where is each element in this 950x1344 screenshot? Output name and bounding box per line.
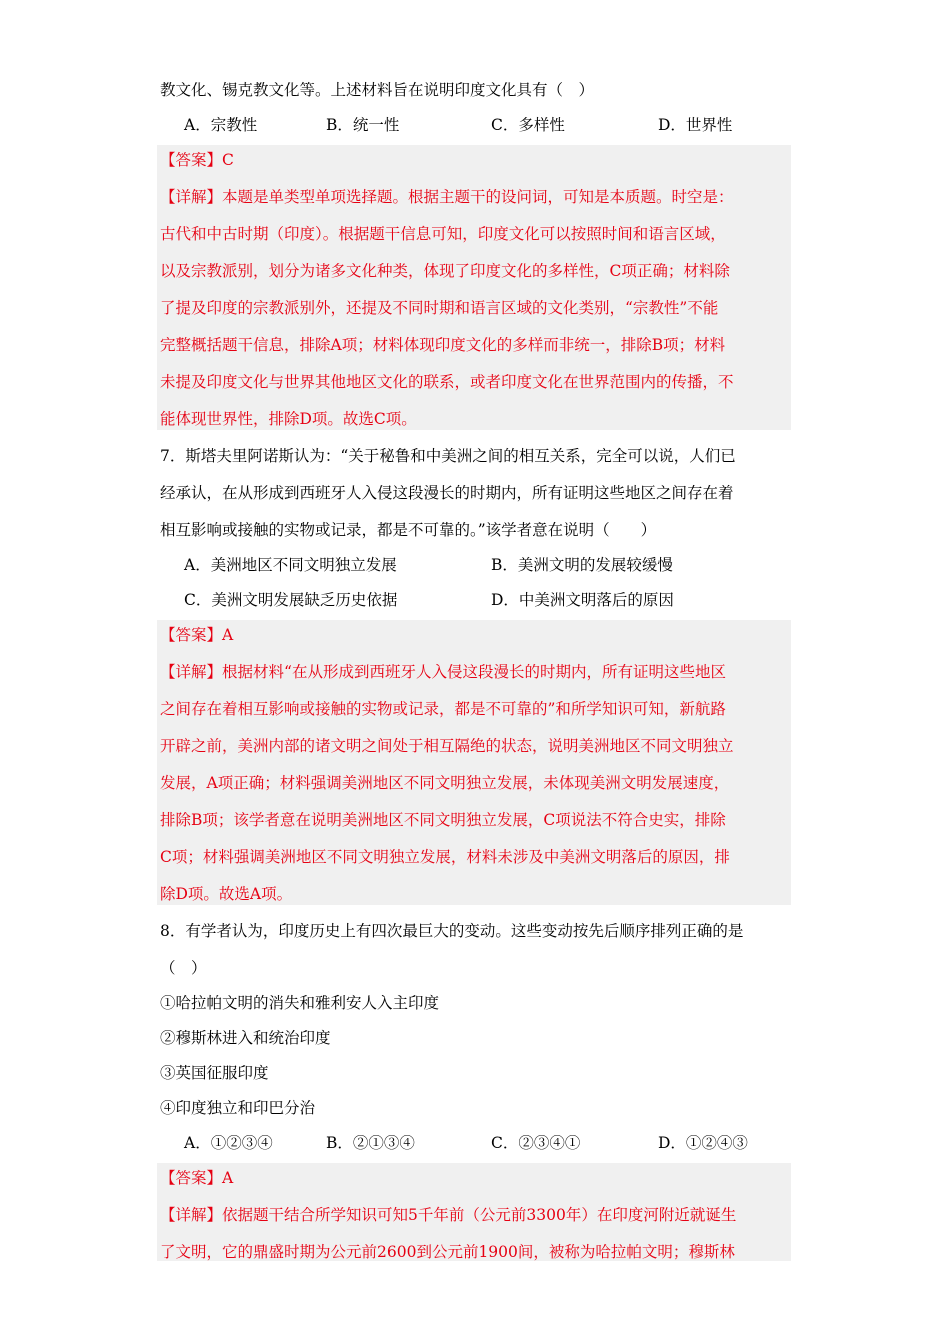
answer-label: 【答案】 xyxy=(160,626,223,644)
q7-detail-line: 发展，A项正确；材料强调美洲地区不同文明独立发展，未体现美洲文明发展速度， xyxy=(160,774,730,792)
q8-detail-line xyxy=(160,1205,790,1225)
q7-option-a: A．美洲地区不同文明独立发展 xyxy=(184,556,397,574)
detail-label: 【详解】 xyxy=(160,663,223,681)
q8-item: ④印度独立和印巴分治 xyxy=(160,1099,316,1117)
q7-detail-line: 除D项。故选A项。 xyxy=(160,885,293,903)
q7-option-c: C．美洲文明发展缺乏历史依据 xyxy=(184,591,398,609)
q7-stem-line: 7．斯塔夫里阿诺斯认为：“关于秘鲁和中美洲之间的相互关系，完全可以说，人们已 xyxy=(160,447,736,465)
q6-detail-line: 以及宗教派别，划分为诸多文化种类，体现了印度文化的多样性，C项正确；材料除 xyxy=(160,262,730,280)
q6-detail-line: 能体现世界性，排除D项。故选C项。 xyxy=(160,410,417,428)
q6-detail-line: 未提及印度文化与世界其他地区文化的联系，或者印度文化在世界范围内的传播，不 xyxy=(160,373,734,391)
q8-option-b: B．②①③④ xyxy=(326,1134,415,1152)
answer-value: A xyxy=(222,626,234,644)
q7-stem-line: 相互影响或接触的实物或记录，都是不可靠的。”该学者意在说明（ ） xyxy=(160,521,657,539)
q8-detail-line: 了文明，它的鼎盛时期为公元前2600到公元前1900间，被称为哈拉帕文明；穆斯林 xyxy=(160,1243,735,1261)
q6-option-c: C．多样性 xyxy=(491,116,565,134)
q6-detail-line: 完整概括题干信息，排除A项；材料体现印度文化的多样而非统一，排除B项；材料 xyxy=(160,336,726,354)
q8-item: ①哈拉帕文明的消失和雅利安人入主印度 xyxy=(160,994,440,1012)
q7-detail-line xyxy=(160,662,790,682)
q6-option-d: D．世界性 xyxy=(658,116,733,134)
q6-option-a: A．宗教性 xyxy=(184,116,258,134)
q8-item: ②穆斯林进入和统治印度 xyxy=(160,1029,331,1047)
q8-stem-line: 8．有学者认为，印度历史上有四次最巨大的变动。这些变动按先后顺序排列正确的是 xyxy=(160,922,744,940)
q7-option-d: D．中美洲文明落后的原因 xyxy=(491,591,674,609)
detail-text: 根据材料“在从形成到西班牙人入侵这段漫长的时期内，所有证明这些地区 xyxy=(222,663,726,681)
q6-option-b: B．统一性 xyxy=(326,116,400,134)
q7-detail-line: 排除B项；该学者意在说明美洲地区不同文明独立发展，C项说法不符合史实，排除 xyxy=(160,811,726,829)
q7-detail-line: C项；材料强调美洲地区不同文明独立发展，材料未涉及中美洲文明落后的原因，排 xyxy=(160,848,730,866)
detail-label: 【详解】 xyxy=(160,1206,223,1224)
q8-item: ③英国征服印度 xyxy=(160,1064,269,1082)
q6-detail-line: 了提及印度的宗教派别外，还提及不同时期和语言区域的文化类别，“宗教性”不能 xyxy=(160,299,719,317)
answer-label: 【答案】 xyxy=(160,1169,223,1187)
q8-option-d: D．①②④③ xyxy=(658,1134,748,1152)
detail-text: 依据题干结合所学知识可知5千年前（公元前3300年）在印度河附近就诞生 xyxy=(222,1206,737,1224)
q7-detail-line: 开辟之前，美洲内部的诸文明之间处于相互隔绝的状态，说明美洲地区不同文明独立 xyxy=(160,737,734,755)
answer-value: C xyxy=(222,151,234,169)
q8-answer xyxy=(160,1168,790,1188)
q6-detail-line: 古代和中古时期（印度）。根据题干信息可知，印度文化可以按照时间和语言区域， xyxy=(160,225,726,243)
q6-detail-line xyxy=(160,187,790,207)
q7-detail-line: 之间存在着相互影响或接触的实物或记录，都是不可靠的”和所学知识可知，新航路 xyxy=(160,700,726,718)
q7-stem-line: 经承认，在从形成到西班牙人入侵这段漫长的时期内，所有证明这些地区之间存在着 xyxy=(160,484,734,502)
q8-option-c: C．②③④① xyxy=(491,1134,581,1152)
answer-value: A xyxy=(222,1169,234,1187)
q8-option-a: A．①②③④ xyxy=(184,1134,273,1152)
answer-label: 【答案】 xyxy=(160,151,223,169)
q6-stem-tail: 教文化、锡克教文化等。上述材料旨在说明印度文化具有（ ） xyxy=(160,81,595,99)
q7-option-b: B．美洲文明的发展较缓慢 xyxy=(491,556,673,574)
q6-answer xyxy=(160,150,790,170)
detail-label: 【详解】 xyxy=(160,188,223,206)
q8-stem-line: （ ） xyxy=(160,959,207,977)
detail-text: 本题是单类型单项选择题。根据主题干的设问词，可知是本质题。时空是： xyxy=(222,188,734,206)
q7-answer xyxy=(160,625,790,645)
